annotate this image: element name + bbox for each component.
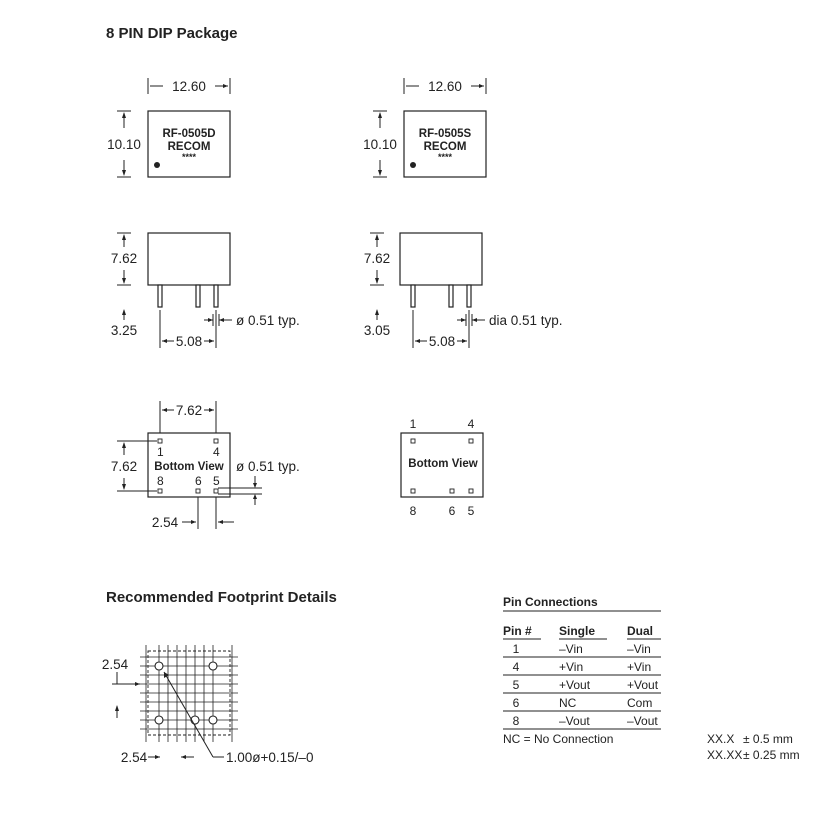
pin (449, 285, 453, 307)
footprint-title: Recommended Footprint Details (106, 589, 337, 606)
pin1-marker (154, 162, 160, 168)
header-pin: Pin # (503, 624, 532, 638)
page-title: 8 PIN DIP Package (106, 25, 238, 42)
table-cell: +Vout (559, 678, 591, 692)
part-number: RF-0505D (162, 128, 216, 140)
table-cell: +Vin (559, 660, 584, 674)
table-cell: –Vin (559, 642, 583, 656)
pin-label-6: 6 (448, 504, 456, 518)
pin-length-dimension: 3.25 (110, 323, 138, 338)
tolerance-value: ± 0.25 mm (743, 748, 800, 762)
pad-hole (155, 716, 163, 724)
pin (158, 285, 162, 307)
pin-label-6: 6 (195, 474, 202, 488)
date-code: **** (437, 152, 453, 162)
pin (196, 285, 200, 307)
tolerance-value: ± 0.5 mm (743, 732, 793, 746)
row-spacing-dimension: 7.62 (175, 403, 203, 418)
side-view-left (111, 233, 300, 349)
pin-pad (469, 439, 473, 443)
bottom-view-label: Bottom View (154, 461, 224, 473)
height-dimension: 10.10 (363, 137, 397, 152)
side-body (400, 233, 482, 285)
horizontal-pitch-dimension: 2.54 (120, 750, 148, 765)
table-cell: –Vout (559, 714, 590, 728)
height-dimension: 10.10 (107, 137, 141, 152)
tolerance-format: XX.XX (707, 748, 743, 762)
table-cell: 4 (512, 660, 520, 674)
pin-pad (196, 489, 200, 493)
part-number: RF-0505S (418, 128, 472, 140)
pin-pitch-dimension: 5.08 (428, 334, 456, 349)
pin-pitch-dimension: 5.08 (175, 334, 203, 349)
pin-diameter-note: dia 0.51 typ. (489, 313, 563, 328)
pin-pad (411, 439, 415, 443)
height-dimension: 7.62 (110, 459, 138, 474)
pin-pad (411, 489, 415, 493)
table-cell: –Vout (627, 714, 658, 728)
pin-label-1: 1 (409, 417, 417, 431)
top-view-right (363, 78, 486, 177)
table-cell: 8 (512, 714, 520, 728)
table-cell: 5 (512, 678, 520, 692)
brand-label: RECOM (167, 141, 211, 153)
pin-diameter-note: ø 0.51 typ. (236, 459, 300, 474)
side-view-right (364, 233, 563, 349)
width-dimension: 12.60 (172, 79, 206, 94)
pin-label-4: 4 (467, 417, 475, 431)
pin-pad (158, 439, 162, 443)
pin (467, 285, 471, 307)
pin-pad (214, 489, 218, 493)
pad-hole (209, 716, 217, 724)
brand-label: RECOM (423, 141, 467, 153)
table-cell: –Vin (627, 642, 651, 656)
table-cell: +Vin (627, 660, 652, 674)
pin-pad (450, 489, 454, 493)
side-height-dimension: 7.62 (363, 251, 391, 266)
pin-length-dimension: 3.05 (363, 323, 391, 338)
tolerance-format: XX.X (707, 732, 735, 746)
table-cell: Com (627, 696, 653, 710)
header-single: Single (559, 624, 596, 638)
pin-pad (214, 439, 218, 443)
pin1-marker (410, 162, 416, 168)
pin-label-1: 1 (157, 445, 164, 459)
table-note: NC = No Connection (503, 732, 614, 746)
pin-label-8: 8 (409, 504, 417, 518)
table-cell: +Vout (627, 678, 659, 692)
bottom-view-right (401, 417, 483, 518)
pin-label-8: 8 (157, 474, 164, 488)
pad-hole (155, 662, 163, 670)
footprint-drawing (102, 645, 314, 765)
table-title: Pin Connections (503, 595, 598, 609)
width-dimension: 12.60 (428, 79, 462, 94)
pin-pad (469, 489, 473, 493)
bottom-view-label: Bottom View (408, 458, 478, 470)
table-cell: NC (559, 696, 577, 710)
pad-hole (209, 662, 217, 670)
pin-connections-table (503, 595, 661, 746)
pin-pad (158, 489, 162, 493)
hole-size-note: 1.00ø+0.15/–0 (226, 750, 314, 765)
tolerances (707, 732, 800, 762)
top-view-left (107, 78, 230, 177)
pin (411, 285, 415, 307)
pin-pitch-dimension: 2.54 (151, 515, 179, 530)
pin (214, 285, 218, 307)
vertical-pitch-dimension: 2.54 (101, 657, 129, 672)
pin-diameter-note: ø 0.51 typ. (236, 313, 300, 328)
side-height-dimension: 7.62 (110, 251, 138, 266)
pin-label-5: 5 (213, 474, 220, 488)
side-body (148, 233, 230, 285)
pin-label-4: 4 (213, 445, 220, 459)
pin-label-5: 5 (467, 504, 475, 518)
table-cell: 6 (512, 696, 520, 710)
bottom-view-left (111, 401, 300, 530)
date-code: **** (181, 152, 197, 162)
header-dual: Dual (627, 624, 654, 638)
table-cell: 1 (512, 642, 520, 656)
